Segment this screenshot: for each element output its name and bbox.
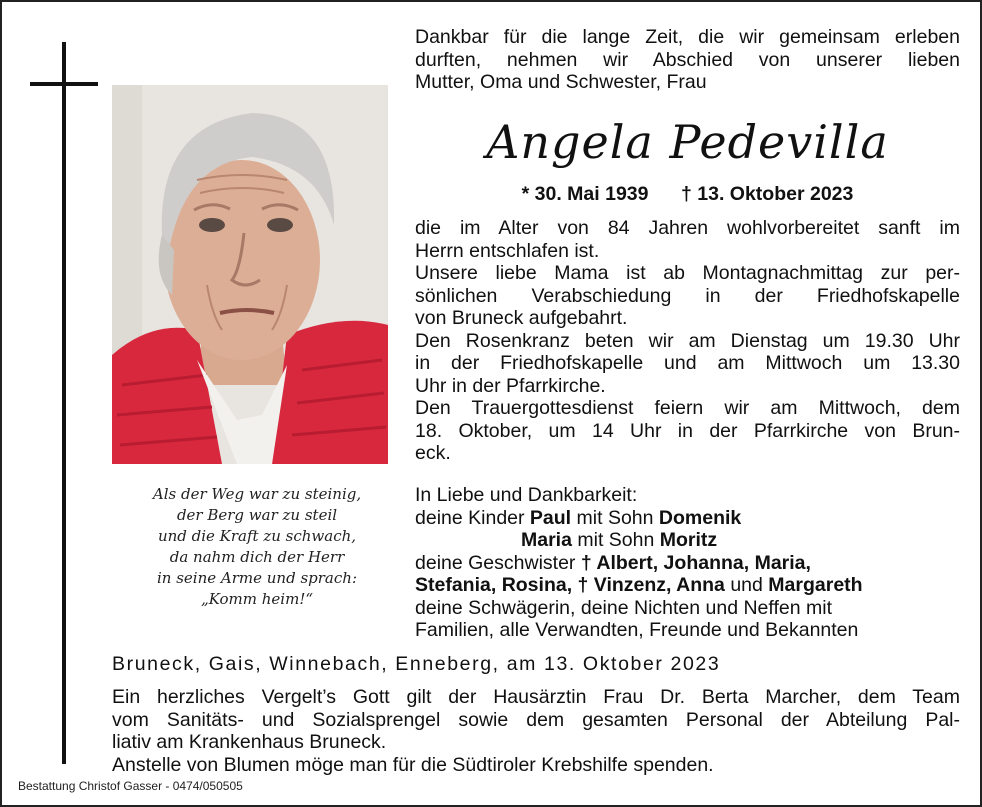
deceased-name: Angela Pedevilla [486, 115, 889, 169]
grandchild-name: Moritz [659, 529, 718, 551]
grandchild-name: Domenik [658, 506, 742, 529]
mourners-intro: In Liebe und Dankbarkeit: [415, 484, 638, 506]
life-dates [415, 182, 960, 206]
poem-line: da nahm dich der Herr [169, 548, 345, 566]
child-name: Maria [521, 529, 572, 551]
notice-line: Den Rosenkranz beten wir am Dienstag um 19.30 Uhr [415, 329, 960, 352]
poem-line: „Komm heim!“ [200, 590, 314, 608]
cross-icon-bar [30, 82, 98, 86]
intro-line: Mutter, Oma und Schwester, Frau [415, 71, 707, 93]
relatives-line: deine Schwägerin, deine Nichten und Neffen mit [415, 596, 832, 619]
with-label: mit Sohn [577, 529, 655, 551]
notice-line: Den Trauergottesdienst feiern wir am Mittwoch, dem [415, 397, 960, 419]
place-and-date: Bruneck, Gais, Winnebach, Enneberg, am 13. Oktober 2023 [112, 653, 721, 675]
notice-line: in der Friedhofskapelle und am Mittwoch um 13.30 [415, 352, 960, 374]
funeral-home-credit: Bestattung Christof Gasser - 0474/050505 [18, 779, 243, 793]
sibling-name: Margareth [768, 574, 863, 596]
mourners-list [415, 484, 960, 642]
notice-line: sönlichen Verabschiedung in der Friedhofskapelle [415, 284, 960, 307]
children-line [415, 529, 960, 552]
notice-line: Uhr in der Pfarrkirche. [415, 374, 606, 397]
poem-line: in seine Arme und sprach: [157, 569, 357, 587]
notice-line: 18. Oktober, um 14 Uhr in der Pfarrkirche von Brun- [415, 419, 960, 442]
thanks-line: vom Sanitäts- und Sozialsprengel sowie dem gesamten Personal der Abteilung Pal- [112, 708, 960, 731]
notice-line: von Bruneck aufgebahrt. [415, 307, 628, 329]
thanks-text [112, 686, 960, 776]
with-label: mit Sohn [576, 506, 654, 529]
siblings-names: Stefania, Rosina, † Vinzenz, Anna [415, 574, 725, 596]
siblings-line [415, 574, 960, 597]
notice-text [415, 217, 960, 465]
death-date: † 13. Oktober 2023 [681, 183, 854, 205]
cross-icon [62, 42, 66, 764]
thanks-line: Ein herzliches Vergelt’s Gott gilt der Hausärztin Frau Dr. Berta Marcher, dem Team [112, 686, 960, 708]
birth-date: * 30. Mai 1939 [521, 183, 649, 205]
poem-line: der Berg war zu steil [176, 506, 338, 524]
notice-line: die im Alter von 84 Jahren wohlvorbereitet sanft im [415, 217, 960, 239]
intro-line: Dankbar für die lange Zeit, die wir gemeinsam erleben [415, 26, 960, 48]
thanks-line: Anstelle von Blumen möge man für die Südtiroler Krebshilfe spenden. [112, 753, 714, 776]
portrait-illustration [112, 85, 388, 464]
notice-line: eck. [415, 442, 451, 464]
siblings-line [415, 552, 960, 575]
notice-line: Herrn entschlafen ist. [415, 239, 600, 262]
children-line [415, 507, 960, 530]
thanks-line: liativ am Krankenhaus Bruneck. [112, 731, 387, 753]
child-name: Paul [529, 506, 572, 529]
and-label: und [730, 574, 763, 596]
siblings-prefix: deine Geschwister [415, 551, 576, 574]
memorial-poem [112, 484, 402, 610]
poem-line: und die Kraft zu schwach, [157, 527, 357, 545]
siblings-names: † Albert, Johanna, Maria, [580, 551, 811, 574]
relatives-line: Familien, alle Verwandten, Freunde und Bekannten [415, 619, 859, 641]
poem-line: Als der Weg war zu steinig, [152, 485, 362, 503]
intro-text [415, 26, 960, 94]
portrait-photo [112, 85, 388, 464]
intro-line: durften, nehmen wir Abschied von unserer lieben [415, 48, 960, 71]
notice-line: Unsere liebe Mama ist ab Montagnachmittag zur per- [415, 262, 960, 284]
children-prefix: deine Kinder [415, 506, 525, 529]
